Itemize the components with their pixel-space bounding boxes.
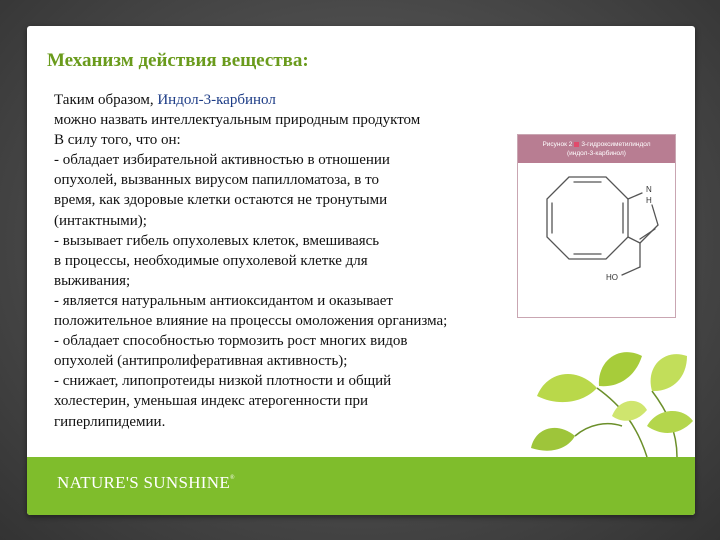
body-line: - обладает избирательной активностью в отношении <box>54 152 390 169</box>
body-line: холестерин, уменьшая индекс атерогенности при <box>54 393 369 410</box>
body-line: (интактными); <box>54 212 147 229</box>
natures-sunshine-logo <box>57 473 235 493</box>
body-line: выживания; <box>54 272 131 289</box>
body-line: гиперлипидемии. <box>54 413 166 430</box>
body-line: - вызывает гибель опухолевых клеток, вмешиваясь <box>54 232 380 249</box>
body-line: - снижает, липопротеиды низкой плотности и общий <box>54 373 392 390</box>
figure-caption-sub: (индол-3-карбинол) <box>567 150 626 157</box>
atom-label-n: N <box>646 185 652 194</box>
body-prefix: Таким образом, <box>54 92 158 108</box>
body-line: можно назвать интеллектуальным природным продуктом <box>54 112 421 129</box>
body-line: В силу того, что он: <box>54 132 181 149</box>
body-line: время, как здоровые клетки остаются не тронутыми <box>54 192 388 209</box>
atom-label-h: H <box>646 196 652 205</box>
atom-label-ho: HO <box>606 273 618 282</box>
body-line: - является натуральным антиоксидантом и оказывает <box>54 292 393 309</box>
figure-caption <box>518 135 675 163</box>
footer-bar <box>27 457 695 515</box>
body-line: опухолей, вызванных вирусом папилломатоза, в то <box>54 172 379 189</box>
body-line: положительное влияние на процессы омоложения организма; <box>54 313 448 330</box>
logo-left: NATURE'S <box>57 473 139 492</box>
molecule-figure <box>517 134 676 318</box>
slide-title: Механизм действия вещества: <box>47 50 309 71</box>
body-line <box>54 90 544 110</box>
logo-right: SUNSHINE <box>143 473 231 492</box>
ginkgo-leaves-icon <box>527 326 695 457</box>
molecule-structure-icon <box>518 163 675 317</box>
indole-link[interactable]: Индол-3-карбинол <box>157 92 276 108</box>
slide <box>27 26 695 515</box>
logo-registered-mark: ® <box>230 475 235 481</box>
body-text <box>54 90 544 432</box>
body-line: - обладает способностью тормозить рост многих видов <box>54 333 408 350</box>
body-line: в процессы, необходимые опухолевой клетке для <box>54 252 368 269</box>
caption-marker-icon <box>574 142 579 147</box>
figure-caption-main: 3-гидроксиметилиндол <box>581 141 651 148</box>
body-line: опухолей (антипролиферативная активность); <box>54 353 348 370</box>
figure-caption-prefix: Рисунок 2 <box>542 141 573 148</box>
